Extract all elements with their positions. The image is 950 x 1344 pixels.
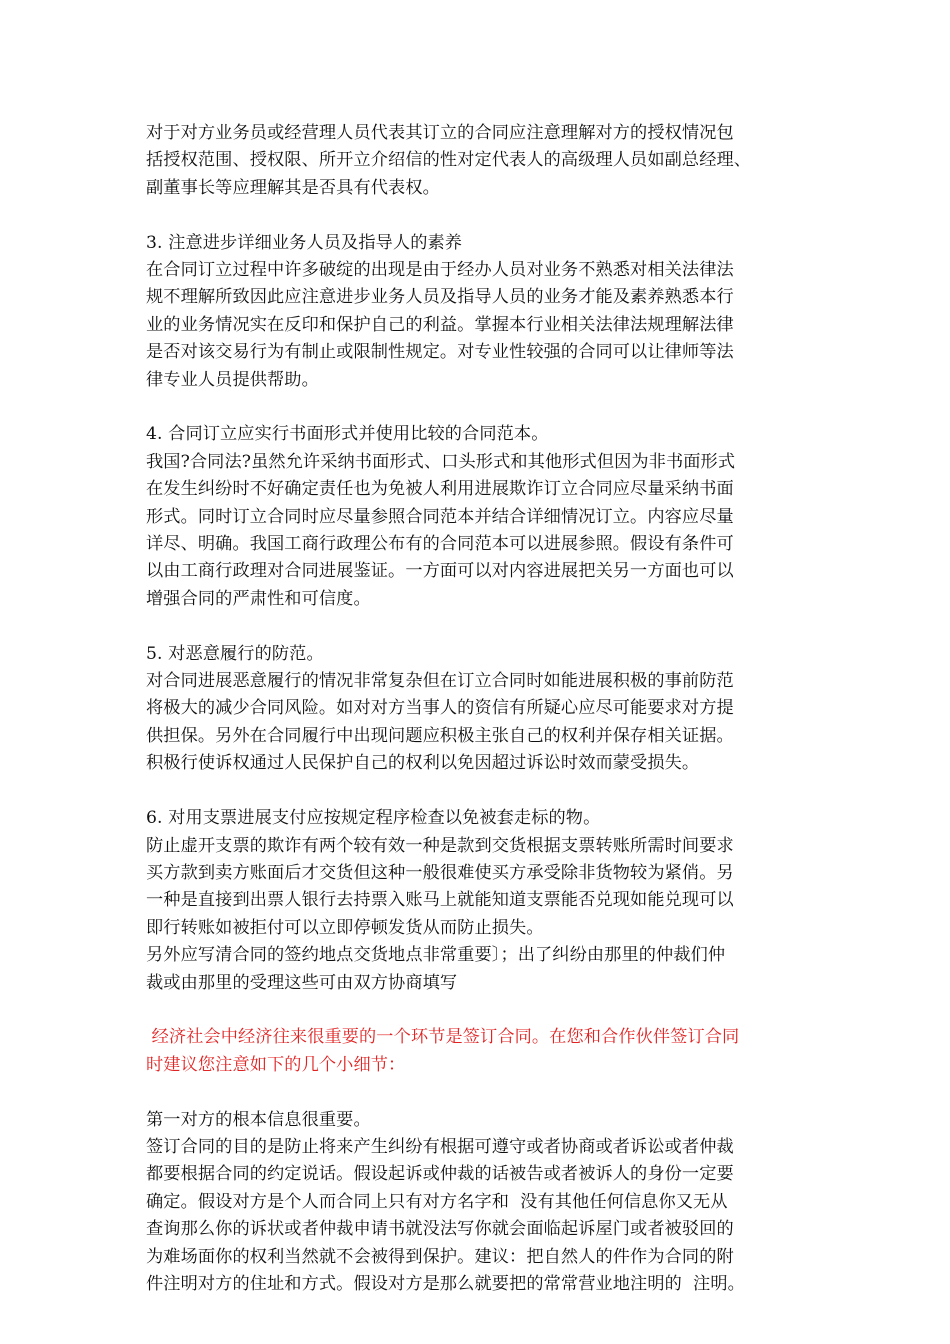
text-line: 积极行使诉权通过人民保护自己的权利以免因超过诉讼时效而蒙受损失。	[146, 753, 700, 774]
highlighted-line: 时建议您注意如下的几个小细节：	[146, 1054, 406, 1075]
section-heading: 4. 合同订立应实行书面形式并使用比较的合同范本。	[146, 424, 549, 445]
text-line: 买方款到卖方账面后才交货但这种一般很难使买方承受除非货物较为紧俏。另	[146, 862, 734, 883]
text-line: 对于对方业务员或经营理人员代表其订立的合同应注意理解对方的授权情况包	[146, 123, 734, 143]
text-line: 为难场面你的权利当然就不会被得到保护。建议：把自然人的件作为合同的附	[146, 1246, 734, 1267]
highlighted-line: 经济社会中经济往来很重要的一个环节是签订合同。在您和合作伙伴签订合同	[146, 1027, 740, 1048]
highlighted-intro	[146, 1024, 814, 1079]
text-line: 件注明对方的住址和方式。假设对方是那么就要把的常常营业地注明的 注明。	[146, 1273, 745, 1294]
text-line: 供担保。另外在合同履行中出现问题应积极主张自己的权利并保存相关证据。	[146, 725, 734, 746]
text-line: 查询那么你的诉状或者仲裁申请书就没法写你就会面临起诉屋门或者被驳回的	[146, 1219, 734, 1240]
paragraph-authorization	[146, 120, 814, 202]
text-line: 业的业务情况实在反印和保护自己的利益。掌握本行业相关法律法规理解法律	[146, 314, 734, 335]
section-heading: 3. 注意进步详细业务人员及指导人的素养	[146, 232, 463, 253]
text-line: 我国?合同法?虽然允许采纳书面形式、口头形式和其他形式但因为非书面形式	[146, 451, 736, 472]
text-line: 一种是直接到出票人银行去持票入账马上就能知道支票能否兑现如能兑现可以	[146, 890, 734, 911]
paragraph-spacer	[146, 202, 814, 229]
text-line: 另外应写清合同的签约地点交货地点非常重要〕；出了纠纷由那里的仲裁们仲	[146, 945, 726, 966]
text-line: 括授权范围、授权限、所开立介绍信的性对定代表人的高级理人员如副总经理、	[146, 150, 752, 171]
text-line: 对合同进展恶意履行的情况非常复杂但在订立合同时如能进展积极的事前防范	[146, 671, 734, 692]
section-3	[146, 230, 814, 394]
text-line: 防止虚开支票的欺诈有两个较有效一种是款到交货根据支票转账所需时间要求	[146, 835, 734, 856]
text-line: 在合同订立过程中许多破绽的出现是由于经办人员对业务不熟悉对相关法律法	[146, 260, 734, 281]
section-heading: 6. 对用支票进展支付应按规定程序检查以免被套走标的物。	[146, 808, 601, 829]
paragraph-spacer	[146, 613, 814, 640]
document-body	[146, 120, 814, 1298]
text-line: 将极大的减少合同风险。如对对方当事人的资信有所疑心应尽可能要求对方提	[146, 698, 734, 719]
text-line: 增强合同的严肃性和可信度。	[146, 588, 371, 609]
paragraph-spacer	[146, 1079, 814, 1106]
text-line: 副董事长等应理解其是否具有代表权。	[146, 177, 440, 198]
text-line: 在发生纠纷时不好确定责任也为免被人利用进展欺诈订立合同应尽量采纳书面	[146, 479, 734, 500]
paragraph-spacer	[146, 997, 814, 1024]
paragraph-spacer	[146, 778, 814, 805]
section-first	[146, 1107, 814, 1299]
text-line: 签订合同的目的是防止将来产生纠纷有根据可遵守或者协商或者诉讼或者仲裁	[146, 1136, 734, 1157]
paragraph-spacer	[146, 394, 814, 421]
text-line: 律专业人员提供帮助。	[146, 369, 319, 390]
section-heading: 5. 对恶意履行的防范。	[146, 643, 324, 664]
text-line: 都要根据合同的约定说话。假设起诉或仲裁的话被告或者被诉人的身份一定要	[146, 1164, 734, 1185]
text-line: 裁或由那里的受理这些可由双方协商填写	[146, 972, 458, 993]
text-line: 形式。同时订立合同时应尽量参照合同范本并结合详细情况订立。内容应尽量	[146, 506, 734, 527]
text-line: 以由工商行政理对合同进展鉴证。一方面可以对内容进展把关另一方面也可以	[146, 561, 734, 582]
text-line: 确定。假设对方是个人而合同上只有对方名字和 没有其他任何信息你又无从	[146, 1191, 728, 1212]
text-line: 即行转账如被拒付可以立即停顿发货从而防止损失。	[146, 917, 544, 938]
text-line: 详尽、明确。我国工商行政理公布有的合同范本可以进展参照。假设有条件可	[146, 534, 734, 555]
section-6	[146, 805, 814, 997]
section-5	[146, 641, 814, 778]
text-line: 是否对该交易行为有制止或限制性规定。对专业性较强的合同可以让律师等法	[146, 342, 734, 363]
section-4	[146, 421, 814, 613]
text-line: 规不理解所致因此应注意进步业务人员及指导人员的业务才能及素养熟悉本行	[146, 287, 734, 308]
section-heading: 第一对方的根本信息很重要。	[146, 1109, 371, 1130]
